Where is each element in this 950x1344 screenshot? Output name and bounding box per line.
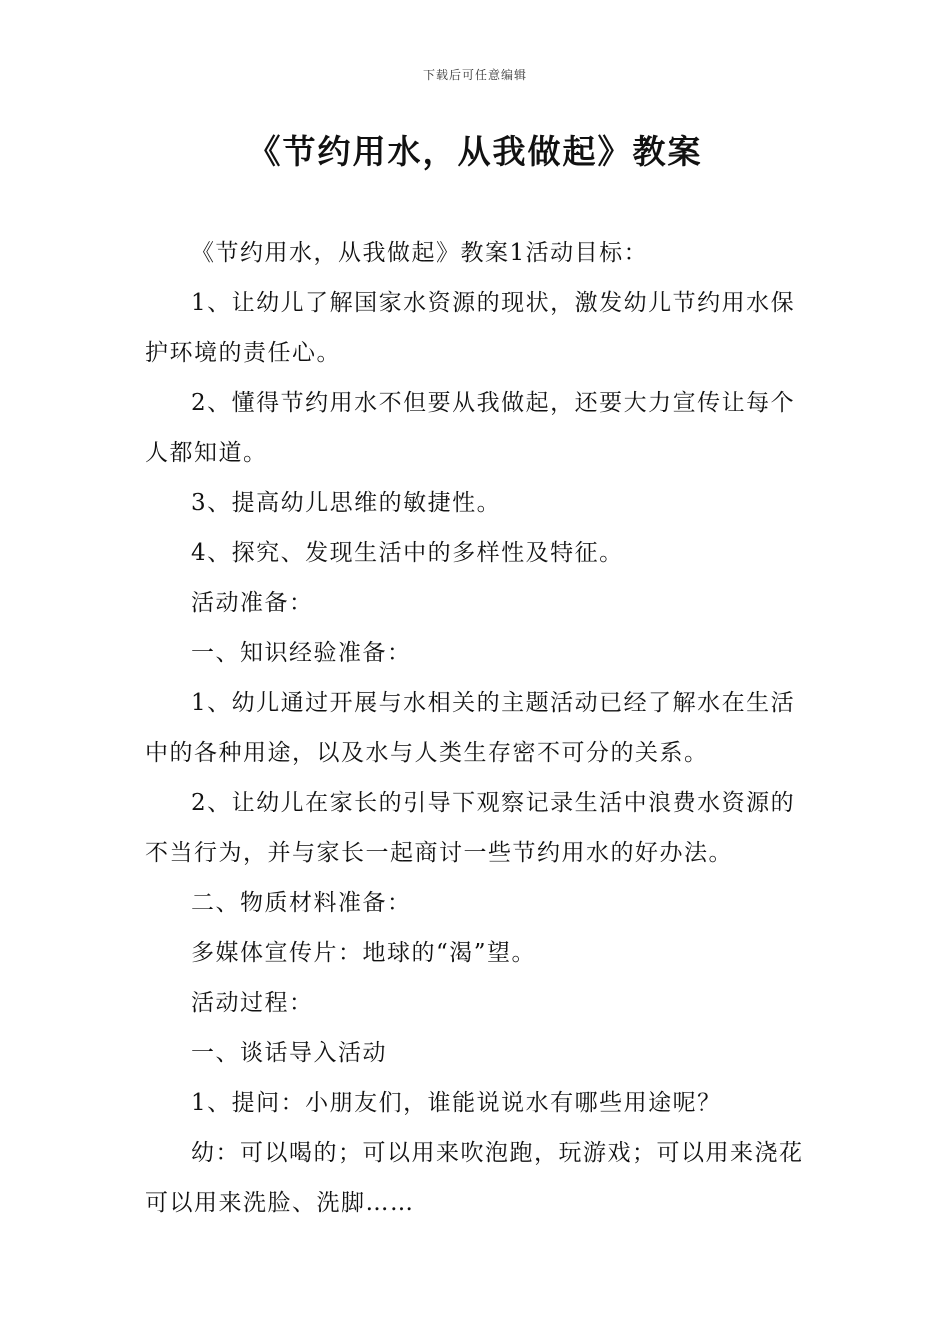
- paragraph-goal-2: 2、懂得节约用水不但要从我做起，还要大力宣传让每个人都知道。: [145, 390, 796, 466]
- paragraph-question-1: 1、提问：小朋友们，谁能说说水有哪些用途呢？: [191, 1090, 722, 1116]
- paragraph-knowledge-prep-1: 1、幼儿通过开展与水相关的主题活动已经了解水在生活中的各种用途，以及水与人类生存密不可分的关系。: [145, 690, 796, 766]
- paragraph-material-prep-1: 多媒体宣传片：地球的“渴”望。: [191, 940, 537, 966]
- paragraph-goal-4: 4、探究、发现生活中的多样性及特征。: [191, 540, 624, 566]
- document-body: [145, 228, 807, 1228]
- paragraph-child-answer: 幼：可以喝的；可以用来吹泡跑，玩游戏；可以用来浇花可以用来洗脸、洗脚……: [145, 1140, 804, 1216]
- header-note: 下载后可任意编辑: [422, 68, 527, 82]
- document-title: 《节约用水，从我做起》教案: [247, 132, 703, 171]
- paragraph-goal-3: 3、提高幼儿思维的敏捷性。: [191, 490, 502, 516]
- paragraph-preparation-heading: 活动准备：: [191, 590, 314, 616]
- paragraph-lesson-goals-heading: 《节约用水，从我做起》教案1活动目标：: [191, 240, 649, 266]
- paragraph-process-heading: 活动过程：: [191, 990, 314, 1016]
- paragraph-material-prep-heading: 二、物质材料准备：: [191, 890, 412, 916]
- paragraph-goal-1: 1、让幼儿了解国家水资源的现状，激发幼儿节约用水保护环境的责任心。: [145, 290, 796, 366]
- paragraph-process-step-1: 一、谈话导入活动: [191, 1040, 387, 1066]
- paragraph-knowledge-prep-heading: 一、知识经验准备：: [191, 640, 412, 666]
- paragraph-knowledge-prep-2: 2、让幼儿在家长的引导下观察记录生活中浪费水资源的不当行为，并与家长一起商讨一些节约用水的好办法。: [145, 790, 796, 866]
